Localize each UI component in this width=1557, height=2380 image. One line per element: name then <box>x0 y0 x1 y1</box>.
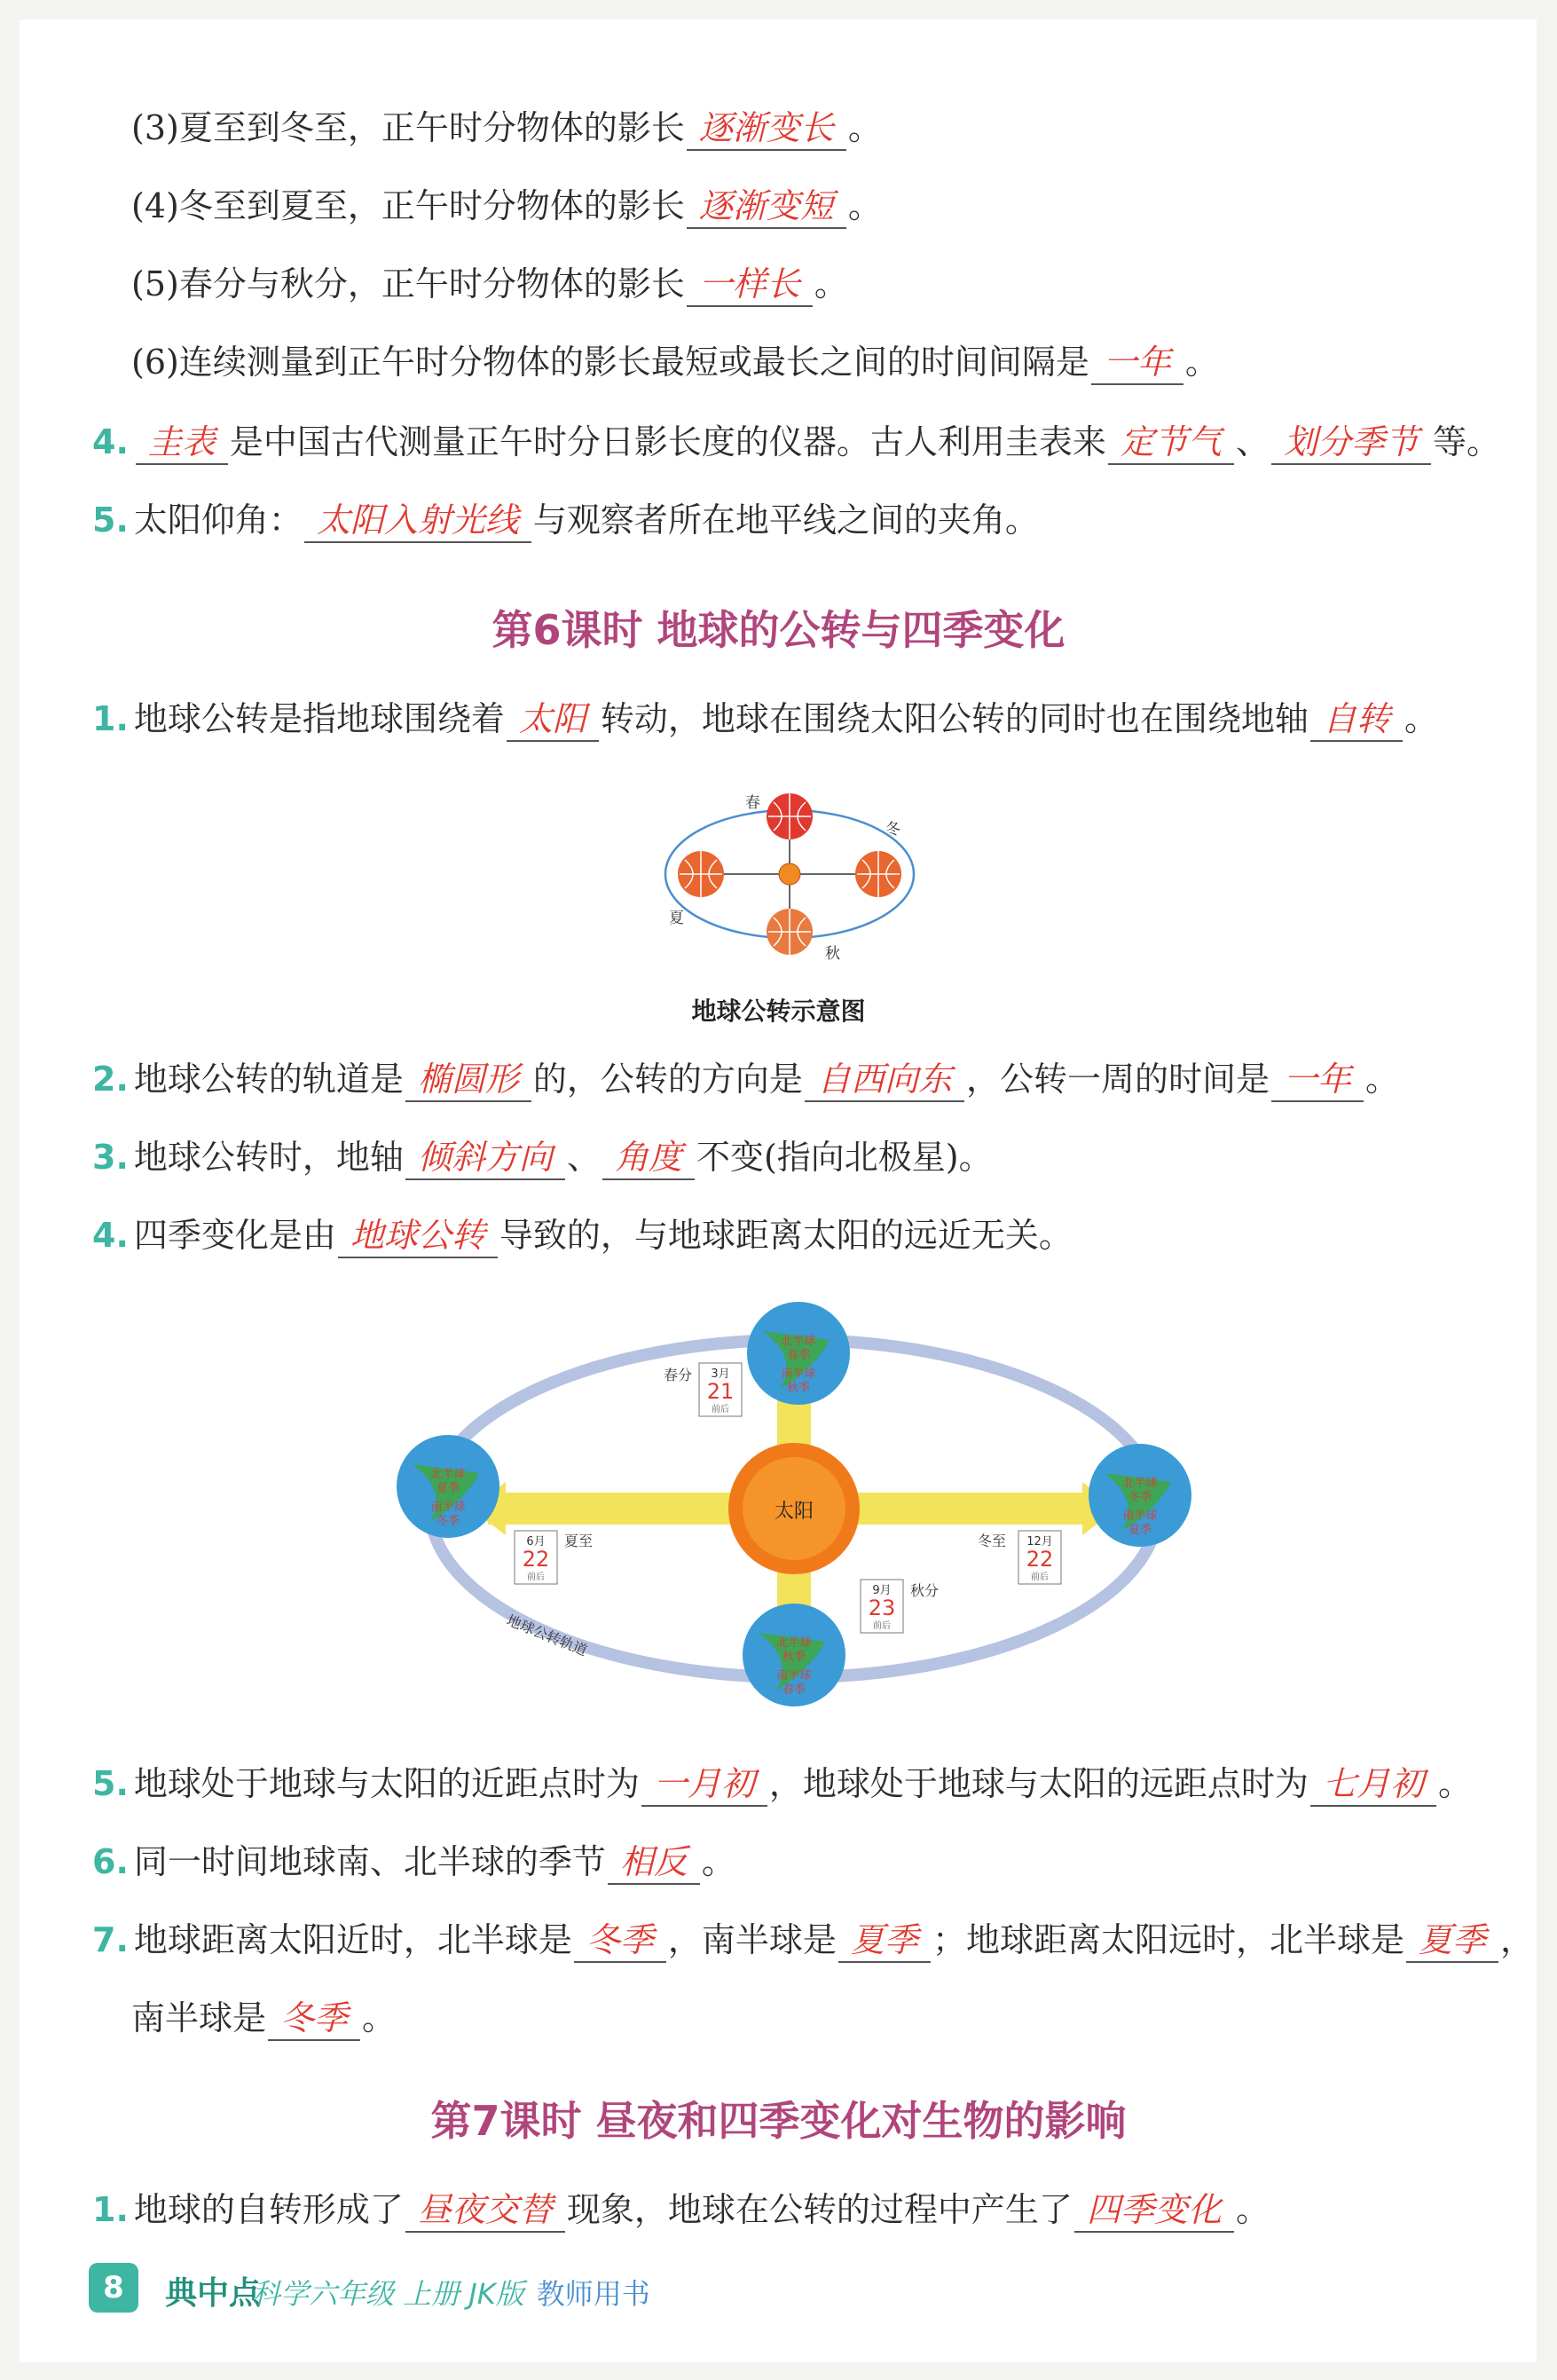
l6-question-7-cont: 南半球是 冬季 。 <box>131 1993 396 2043</box>
svg-text:23: 23 <box>868 1596 896 1620</box>
svg-text:南半球: 南半球 <box>781 1367 816 1381</box>
sun-icon <box>779 863 800 885</box>
question-4: 4. 圭表 是中国古代测量正午时分日影长度的仪器。古人利用圭表来 定节气 、 划分季节 等。 <box>92 417 1500 467</box>
answer-blank: 椭圆形 <box>405 1058 531 1102</box>
svg-text:北半球: 北半球 <box>430 1468 466 1481</box>
answer-blank: 圭表 <box>136 421 228 465</box>
calendar-summer <box>515 1531 593 1584</box>
answer-blank: 昼夜交替 <box>405 2188 565 2233</box>
svg-text:12月: 12月 <box>1026 1535 1053 1549</box>
svg-text:北半球: 北半球 <box>781 1335 816 1348</box>
svg-text:9月: 9月 <box>872 1584 892 1597</box>
svg-text:夏至: 夏至 <box>564 1533 594 1549</box>
svg-text:前后: 前后 <box>527 1572 545 1582</box>
globe-icon <box>767 793 813 839</box>
answer-blank: 自转 <box>1310 697 1403 742</box>
svg-text:秋季: 秋季 <box>786 1382 811 1395</box>
answer-blank: 定节气 <box>1108 421 1234 465</box>
globe-spring <box>747 1302 850 1405</box>
answer-blank: 逐渐变长 <box>687 106 846 151</box>
svg-text:夏季: 夏季 <box>436 1482 460 1495</box>
answer-blank: 夏季 <box>1406 1919 1498 1963</box>
item-3: (3)夏至到冬至，正午时分物体的影长 逐渐变长 。 <box>131 103 882 153</box>
label-winter: 冬 <box>885 821 900 839</box>
svg-text:南半球: 南半球 <box>430 1501 466 1514</box>
svg-text:前后: 前后 <box>873 1621 891 1631</box>
svg-text:6月: 6月 <box>526 1535 546 1549</box>
svg-text:冬季: 冬季 <box>1128 1491 1152 1504</box>
answer-blank: 自西向东 <box>805 1058 964 1102</box>
svg-text:北半球: 北半球 <box>1122 1477 1158 1490</box>
label-spring: 春 <box>745 794 760 812</box>
calendar-autumn <box>861 1580 939 1633</box>
calendar-spring <box>664 1363 742 1416</box>
svg-text:南半球: 南半球 <box>776 1669 812 1683</box>
globe-autumn <box>743 1604 845 1706</box>
answer-blank: 冬季 <box>574 1919 666 1963</box>
answer-blank: 一月初 <box>641 1762 767 1807</box>
svg-text:秋分: 秋分 <box>910 1582 940 1599</box>
svg-text:冬季: 冬季 <box>436 1515 460 1528</box>
sun-label: 太阳 <box>774 1501 814 1523</box>
svg-text:3月: 3月 <box>711 1367 730 1381</box>
lesson-6-title: 第6课时 地球的公转与四季变化 <box>491 606 1066 654</box>
book-info: 科学六年级 上册 JK版 教师用书 <box>252 2277 650 2311</box>
label-summer: 夏 <box>669 910 684 927</box>
l6-question-5: 5. 地球处于地球与太阳的近距点时为 一月初 ，地球处于地球与太阳的远距点时为 七月初 。 <box>92 1759 1472 1809</box>
l6-question-1: 1. 地球公转是指地球围绕着 太阳 转动，地球在围绕太阳公转的同时也在围绕地轴 自转 。 <box>92 694 1438 744</box>
answer-blank: 角度 <box>602 1136 695 1180</box>
item-4: (4)冬至到夏至，正午时分物体的影长 逐渐变短 。 <box>131 181 882 231</box>
answer-blank: 划分季节 <box>1271 421 1431 465</box>
svg-text:春季: 春季 <box>786 1349 811 1362</box>
orbit-label: 地球公转轨道 <box>504 1612 590 1659</box>
svg-text:秋季: 秋季 <box>782 1651 806 1664</box>
answer-blank: 逐渐变短 <box>687 185 846 229</box>
svg-text:21: 21 <box>706 1379 735 1404</box>
svg-text:22: 22 <box>1026 1547 1054 1572</box>
globe-summer <box>397 1435 499 1538</box>
svg-text:冬至: 冬至 <box>978 1533 1007 1549</box>
page-footer <box>89 2263 798 2316</box>
answer-blank: 夏季 <box>838 1919 931 1963</box>
svg-text:22: 22 <box>522 1547 550 1572</box>
calendar-winter <box>978 1531 1061 1584</box>
l6-question-7: 7. 地球距离太阳近时，北半球是 冬季 ，南半球是 夏季 ；地球距离太阳远时，北半球是 夏季 ， <box>92 1915 1534 1965</box>
answer-blank: 地球公转 <box>338 1214 498 1258</box>
svg-text:夏季: 夏季 <box>1128 1524 1152 1537</box>
answer-blank: 四季变化 <box>1074 2188 1234 2233</box>
orbit-diagram-small <box>639 781 940 967</box>
question-5: 5. 太阳仰角： 太阳入射光线 与观察者所在地平线之间的夹角。 <box>92 495 1039 545</box>
svg-text:春分: 春分 <box>664 1367 693 1383</box>
l6-question-6: 6. 同一时间地球南、北半球的季节 相反 。 <box>92 1837 735 1887</box>
globe-icon <box>678 851 724 897</box>
brand-logo: 典中点 <box>165 2275 262 2312</box>
l6-question-4: 4. 四季变化是由 地球公转 导致的，与地球距离太阳的远近无关。 <box>92 1210 1073 1260</box>
answer-blank: 一样长 <box>687 263 813 307</box>
l7-question-1: 1. 地球的自转形成了 昼夜交替 现象，地球在公转的过程中产生了 四季变化 。 <box>92 2185 1270 2234</box>
item-5: (5)春分与秋分，正午时分物体的影长 一样长 。 <box>131 259 848 309</box>
answer-blank: 太阳 <box>507 697 599 742</box>
svg-text:前后: 前后 <box>1031 1572 1049 1582</box>
answer-blank: 一年 <box>1091 341 1183 385</box>
label-autumn: 秋 <box>825 945 840 963</box>
seasons-diagram <box>381 1296 1207 1722</box>
page-number: 8 <box>89 2263 138 2313</box>
answer-blank: 冬季 <box>268 1997 360 2041</box>
globe-icon <box>767 909 813 955</box>
globe-icon <box>855 851 901 897</box>
svg-text:南半球: 南半球 <box>1122 1509 1158 1523</box>
svg-text:前后: 前后 <box>712 1405 729 1415</box>
answer-blank: 相反 <box>608 1840 700 1885</box>
answer-blank: 太阳入射光线 <box>304 499 531 543</box>
svg-text:春季: 春季 <box>782 1683 806 1697</box>
answer-blank: 倾斜方向 <box>405 1136 565 1180</box>
answer-blank: 一年 <box>1271 1058 1364 1102</box>
svg-text:北半球: 北半球 <box>776 1636 812 1650</box>
l6-question-2: 2. 地球公转的轨道是 椭圆形 的，公转的方向是 自西向东 ，公转一周的时间是 一年 。 <box>92 1054 1399 1104</box>
l6-question-3: 3. 地球公转时，地轴 倾斜方向 、 角度 不变(指向北极星)。 <box>92 1132 993 1182</box>
item-6: (6)连续测量到正午时分物体的影长最短或最长之间的时间间隔是 一年 。 <box>131 337 1219 387</box>
answer-blank: 七月初 <box>1310 1762 1436 1807</box>
lesson-7-title: 第7课时 昼夜和四季变化对生物的影响 <box>430 2097 1127 2145</box>
diagram-caption: 地球公转示意图 <box>691 997 866 1026</box>
globe-winter <box>1089 1444 1191 1547</box>
